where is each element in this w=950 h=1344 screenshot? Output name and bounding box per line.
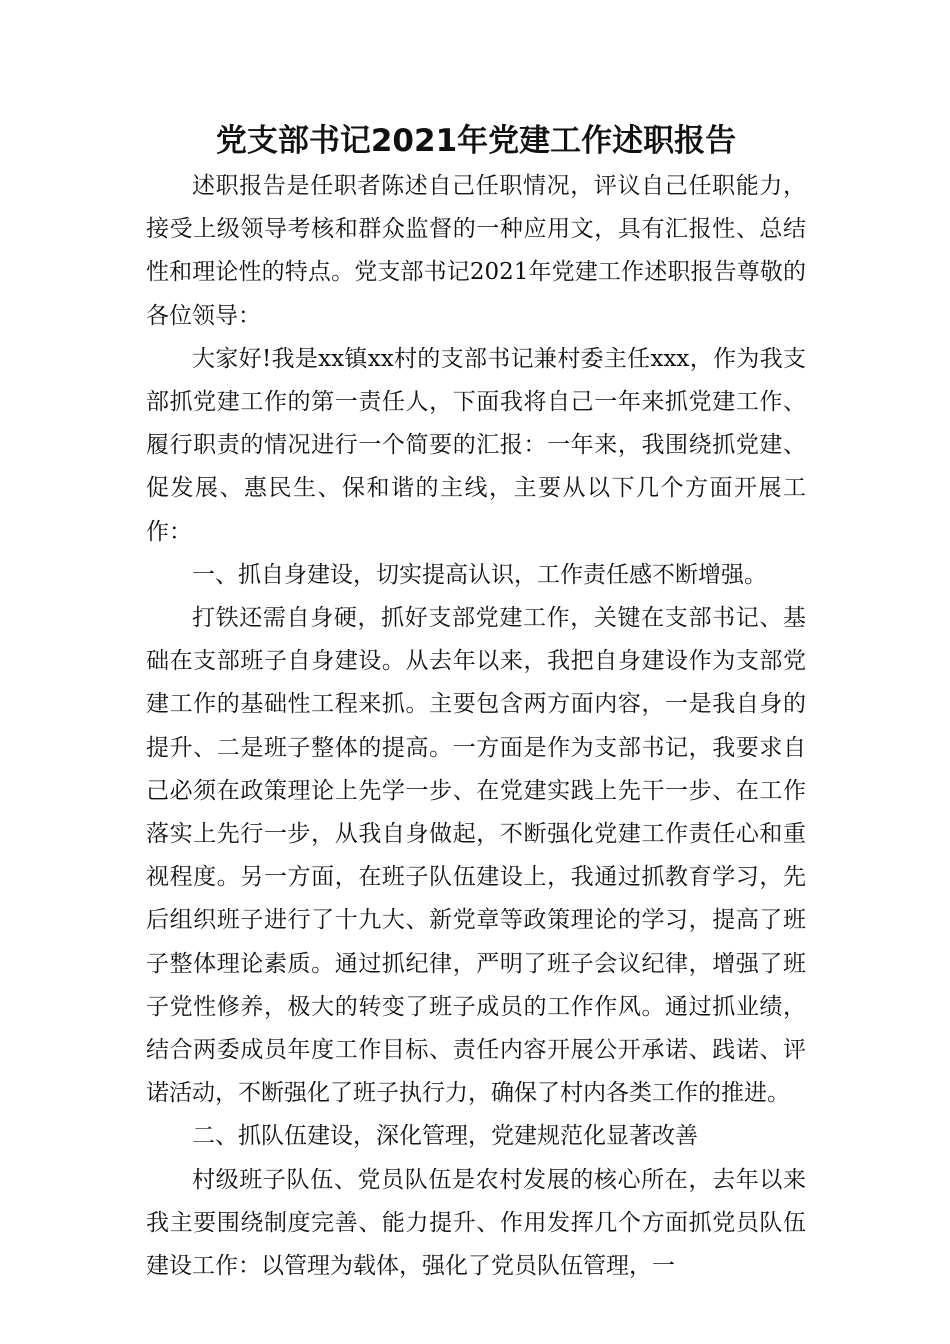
section-heading-2: 二、抓队伍建设，深化管理，党建规范化显著改善: [192, 1123, 698, 1150]
intro-paragraph: 述职报告是任职者陈述自己任职情况，评议自己任职能力，接受上级领导考核和群众监督的一种应用文，具有汇报性、总结性和理论性的特点。党支部书记2021年党建工作述职报告尊敬的各位领导：: [146, 173, 806, 329]
section-2-paragraph: 村级班子队伍、党员队伍是农村发展的核心所在，去年以来我主要围绕制度完善、能力提升、作用发挥几个方面抓党员队伍建设工作：以管理为载体，强化了党员队伍管理，一: [146, 1166, 806, 1280]
document-body: [146, 165, 806, 1288]
section-heading-1: 一、抓自身建设，切实提高认识，工作责任感不断增强。: [192, 561, 767, 588]
greeting-paragraph: 大家好!我是xx镇xx村的支部书记兼村委主任xxx，作为我支部抓党建工作的第一责任人，下面我将自己一年来抓党建工作、履行职责的情况进行一个简要的汇报：一年来，我围绕抓党建、促发展、惠民生、保和谐的主线，主要从以下几个方面开展工作：: [146, 345, 806, 545]
section-1-paragraph: 打铁还需自身硬，抓好支部党建工作，关键在支部书记、基础在支部班子自身建设。从去年以来，我把自身建设作为支部党建工作的基础性工程来抓。主要包含两方面内容，一是我自身的提升、二是班子整体的提高。一方面是作为支部书记，我要求自己必须在政策理论上先学一步、在党建实践上先干一步、在工作落实上先行一步，从我自身做起，不断强化党建工作责任心和重视程度。另一方面，在班子队伍建设上，我通过抓教育学习，先后组织班子进行了十九大、新党章等政策理论的学习，提高了班子整体理论素质。通过抓纪律，严明了班子会议纪律，增强了班子党性修养，极大的转变了班子成员的工作作风。通过抓业绩，结合两委成员年度工作目标、责任内容开展公开承诺、践诺、评诺活动，不断强化了班子执行力，确保了村内各类工作的推进。: [146, 605, 806, 1107]
document-title: 党支部书记2021年党建工作述职报告: [215, 123, 737, 159]
